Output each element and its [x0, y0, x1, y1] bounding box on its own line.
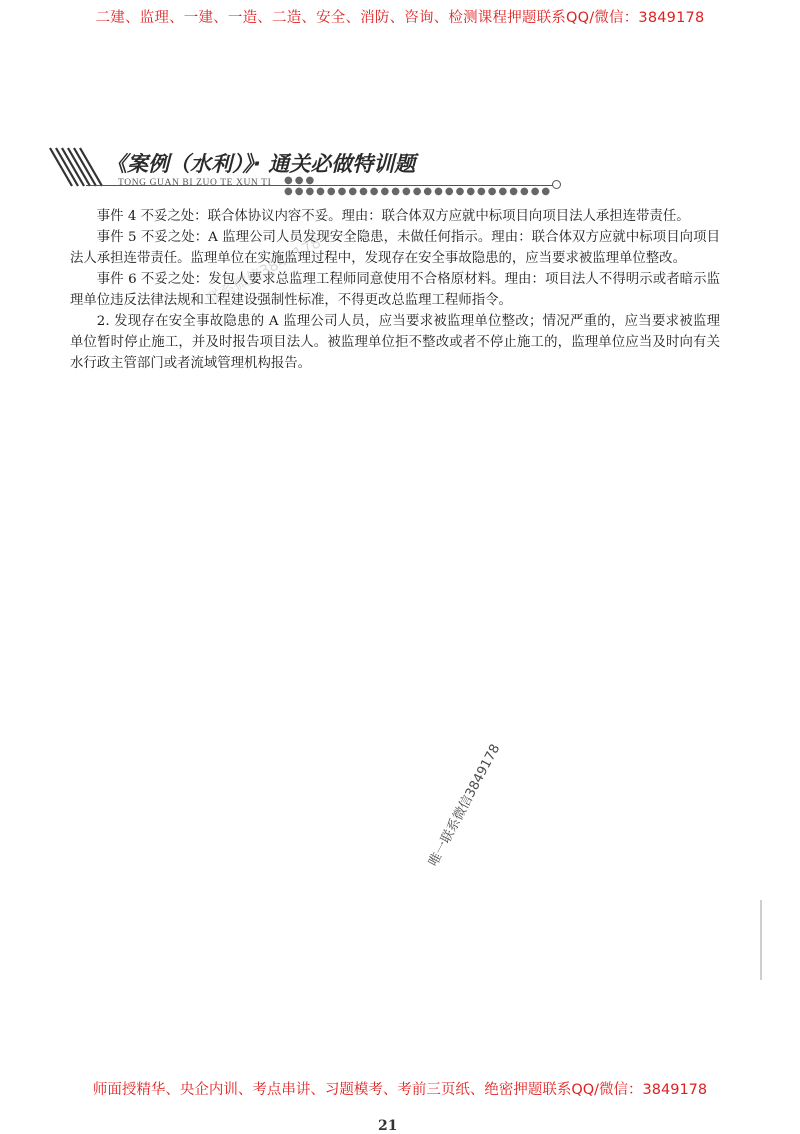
paragraph-event-5: 事件 5 不妥之处：A 监理公司人员发现安全隐患，未做任何指示。理由：联合体双方应就中标项目向项目法人承担连带责任。监理单位在实施监理过程中，发现存在安全事故隐患的，应当要求被监理单位整改。 [70, 230, 720, 266]
top-promo-banner: 二建、监理、一建、一造、二造、安全、消防、咨询、检测课程押题联系QQ/微信：3849178 [95, 10, 705, 26]
bottom-promo-banner: 师面授精华、央企内训、考点串讲、习题模考、考前三页纸、绝密押题联系QQ/微信：3849178 [92, 1082, 708, 1098]
header-subtitle: TONG GUAN BI ZUO TE XUN TI [118, 178, 272, 188]
paragraph-event-4: 事件 4 不妥之处：联合体协议内容不妥。理由：联合体双方应就中标项目向项目法人承担连带责任。 [96, 209, 690, 224]
margin-mark [760, 900, 762, 980]
watermark-center: 唯一联系微信3849178 [426, 741, 504, 869]
answer-content [70, 206, 720, 374]
watermark-upper: 联系微信3849178 [203, 233, 324, 309]
header-end-circle [552, 180, 561, 189]
paragraph-answer-2: 2. 发现存在安全事故隐患的 A 监理公司人员，应当要求被监理单位整改；情况严重的，应当要求被监理单位暂时停止施工，并及时报告项目法人。被监理单位拒不整改或者不停止施工的，监理单位应当及时向有关水行政主管部门或者流域管理机构报告。 [70, 314, 720, 371]
header-dots-decoration: ●●● ●●●●●●●●●●●●●●●●●●●●●●●●● [284, 175, 553, 197]
page-number: 21 [378, 1118, 398, 1134]
section-header [46, 140, 566, 197]
paragraph-event-6: 事件 6 不妥之处：发包人要求总监理工程师同意使用不合格原材料。理由：项目法人不得明示或者暗示监理单位违反法律法规和工程建设强制性标准，不得更改总监理工程师指令。 [70, 272, 720, 308]
header-title: 《案例（水利）》· 通关必做特训题 [106, 152, 416, 176]
